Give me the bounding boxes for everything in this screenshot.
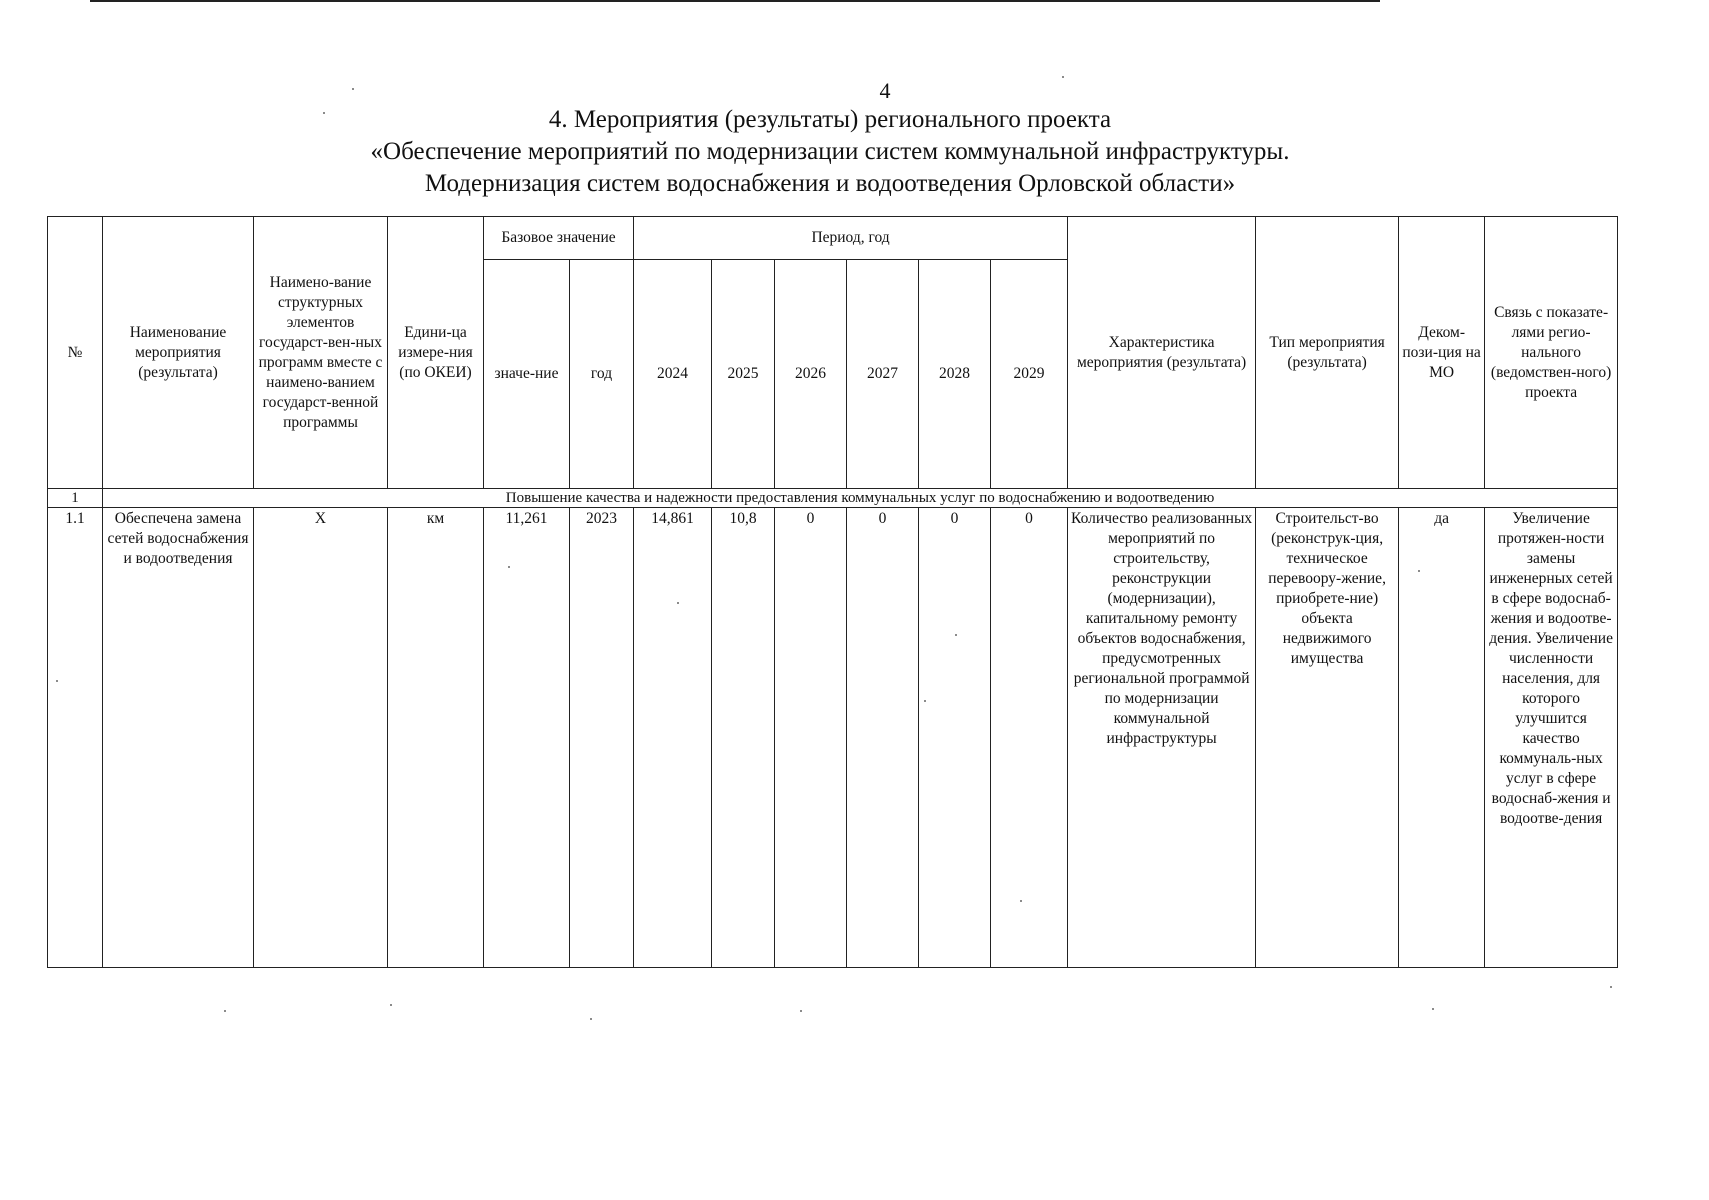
section-num: 1: [48, 489, 103, 508]
header-year-2026: 2026: [775, 260, 847, 489]
section-title: Повышение качества и надежности предоставления коммунальных услуг по водоснабжению и водоотведению: [103, 489, 1618, 508]
section-row: [48, 489, 1618, 508]
scan-speck: [677, 602, 679, 604]
table-row: [48, 508, 1618, 968]
cell-link: Увеличение протяжен-ности замены инженерных сетей в сфере водоснаб-жения и водоотве-дения. Увеличение численности населения, для которого улучшится качество коммуналь-ных услуг в сфере водоснаб-жения и водоотве-дения: [1485, 508, 1618, 968]
header-base-year: год: [570, 260, 634, 489]
header-characteristic: Характеристика мероприятия (результата): [1068, 217, 1256, 489]
header-type: Тип мероприятия (результата): [1256, 217, 1399, 489]
scan-speck: [323, 112, 325, 114]
cell-decomposition: да: [1399, 508, 1485, 968]
scan-speck: [590, 1018, 592, 1020]
title-line-3: Модернизация систем водоснабжения и водоотведения Орловской области»: [424, 170, 1236, 197]
scan-speck: [56, 680, 58, 682]
header-unit: Едини-ца измере-ния (по ОКЕИ): [388, 217, 484, 489]
scan-speck: [352, 88, 354, 90]
header-year-2025: 2025: [712, 260, 775, 489]
scan-edge-line: [90, 0, 1380, 2]
cell-year-2027: 0: [847, 508, 919, 968]
header-year-2024: 2024: [634, 260, 712, 489]
scan-speck: [1418, 570, 1420, 572]
scan-speck: [1020, 900, 1022, 902]
cell-year-2026: 0: [775, 508, 847, 968]
header-name: Наименование мероприятия (результата): [103, 217, 254, 489]
header-base-value: значе-ние: [484, 260, 570, 489]
cell-year-2029: 0: [991, 508, 1068, 968]
header-year-2027: 2027: [847, 260, 919, 489]
cell-characteristic: Количество реализованных мероприятий по строительству, реконструкции (модернизации), капитальному ремонту объектов водоснабжения, предусмотренных региональной программой по модернизации коммунальной инфраструктуры: [1068, 508, 1256, 968]
header-decomposition: Деком-пози-ция на МО: [1399, 217, 1485, 489]
header-structural-elements: Наимено-вание структурных элементов государст-вен-ных программ вместе с наимено-ванием государст-венной программы: [254, 217, 388, 489]
cell-base-value: 11,261: [484, 508, 570, 968]
cell-type: Строительст-во (реконструк-ция, техническое перевоору-жение, приобрете-ние) объекта недвижимого имущества: [1256, 508, 1399, 968]
cell-year-2024: 14,861: [634, 508, 712, 968]
header-num: №: [48, 217, 103, 489]
scan-speck: [800, 1010, 802, 1012]
cell-structural-elements: Х: [254, 508, 388, 968]
title-line-1: 4. Мероприятия (результаты) регионального проекта: [548, 106, 1112, 133]
table-header-row: [48, 217, 1618, 260]
scan-speck: [508, 566, 510, 568]
scan-speck: [390, 1004, 392, 1006]
header-period-group: Период, год: [634, 217, 1068, 260]
cell-name: Обеспечена замена сетей водоснабжения и водоотведения: [103, 508, 254, 968]
cell-base-year: 2023: [570, 508, 634, 968]
cell-year-2028: 0: [919, 508, 991, 968]
header-base-value-group: Базовое значение: [484, 217, 634, 260]
header-year-2029: 2029: [991, 260, 1068, 489]
scan-speck: [224, 1010, 226, 1012]
scan-speck: [1610, 986, 1612, 988]
measures-table: [47, 216, 1618, 968]
page-number: 4: [879, 78, 891, 103]
cell-year-2025: 10,8: [712, 508, 775, 968]
scan-speck: [1432, 1008, 1434, 1010]
cell-unit: км: [388, 508, 484, 968]
title-line-2: «Обеспечение мероприятий по модернизации систем коммунальной инфраструктуры.: [370, 138, 1290, 165]
cell-num: 1.1: [48, 508, 103, 968]
scan-speck: [955, 634, 957, 636]
header-year-2028: 2028: [919, 260, 991, 489]
document-title: [0, 104, 1660, 200]
scan-speck: [1062, 76, 1064, 78]
header-link: Связь с показате-лями регио-нального (ведомствен-ного) проекта: [1485, 217, 1618, 489]
scan-speck: [924, 700, 926, 702]
